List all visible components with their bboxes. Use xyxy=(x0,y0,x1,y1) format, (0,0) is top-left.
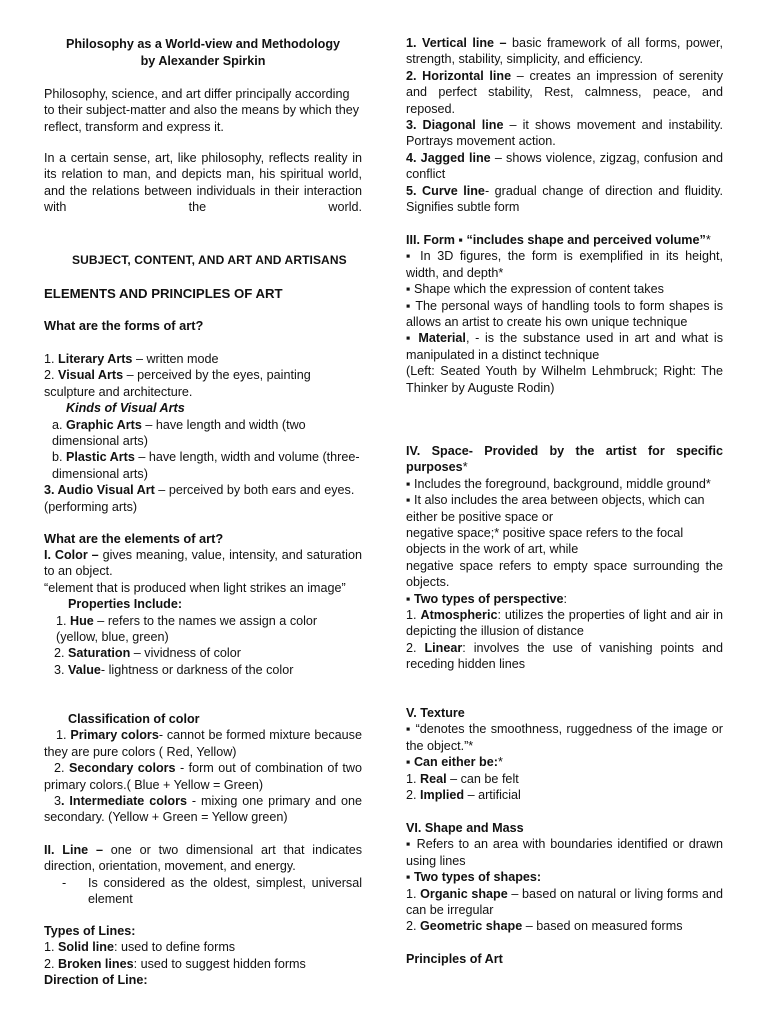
perspective-heading: ▪ Two types of perspective: xyxy=(406,591,567,606)
line-types xyxy=(44,923,362,989)
line-section xyxy=(44,842,362,908)
form-item-literary: 1. Literary Arts – written mode xyxy=(44,352,219,366)
intro-paragraph-1: Philosophy, science, and art differ principally according to their subject-matter and also the means by which they reflect, transform and express it. xyxy=(44,87,360,134)
shape-organic: 1. Organic shape – based on natural or living forms and can be irregular xyxy=(406,886,723,918)
texture-real: 1. Real – can be felt xyxy=(406,771,519,786)
form-item-audio-visual: 3. Audio Visual Art – perceived by both ears and eyes. (performing arts) xyxy=(44,483,355,514)
texture-heading: V. Texture xyxy=(406,706,465,720)
elements-heading: ELEMENTS AND PRINCIPLES OF ART xyxy=(44,286,283,301)
space-bullet-grounds: ▪ Includes the foreground, background, middle ground* xyxy=(406,476,711,491)
form-bullet-3d: ▪ In 3D figures, the form is exemplified in its height, width, and depth* xyxy=(406,249,723,280)
direction-jagged: 4. Jagged line – shows violence, zigzag, confusion and conflict xyxy=(406,150,723,182)
texture-section xyxy=(406,705,723,803)
title-line-1: Philosophy as a World-view and Methodology xyxy=(65,37,341,51)
form-caption: (Left: Seated Youth by Wilhelm Lehmbruck; Right: The Thinker by Auguste Rodin) xyxy=(406,364,723,395)
classification-heading: Classification of color xyxy=(68,712,200,726)
elements-question: What are the elements of art? xyxy=(44,531,224,546)
direction-diagonal: 3. Diagonal line – it shows movement and instability. Portrays movement action. xyxy=(406,118,724,149)
space-positive: negative space;* positive space refers to the focal objects in the work of art, while xyxy=(406,526,684,557)
color-definition: I. Color – gives meaning, value, intensity, and saturation to an object. xyxy=(44,548,362,579)
property-value: 3. Value- lightness or darkness of the color xyxy=(54,662,294,677)
title-author: by Alexander Spirkin xyxy=(140,54,266,68)
kind-graphic: a. Graphic Arts – have length and width (two dimensional arts) xyxy=(52,417,306,449)
direction-horizontal: 2. Horizontal line – creates an impression of serenity and perfect stability, Rest, calmness, peace, and reposed. xyxy=(406,68,723,116)
form-item-visual: 2. Visual Arts – perceived by the eyes, painting sculpture and architecture. xyxy=(44,368,311,399)
property-hue: 1. Hue – refers to the names we assign a color (yellow, blue, green) xyxy=(56,613,318,645)
color-quote: “element that is produced when light strikes an image” xyxy=(44,580,346,595)
forms-list xyxy=(44,351,362,515)
class-secondary: 2. Secondary colors - form out of combination of two primary colors.( Blue + Yellow = Green) xyxy=(44,761,362,792)
forms-question: What are the forms of art? xyxy=(44,318,204,333)
intro-paragraph-2: In a certain sense, art, like philosophy, reflects reality in its relation to man, and depicts man, his spiritual world, and the relations between individuals in their interaction with the world. xyxy=(44,151,362,215)
space-section xyxy=(406,443,723,673)
direction-curve: 5. Curve line- gradual change of direction and fluidity. Signifies subtle form xyxy=(406,183,723,215)
form-heading: III. Form ▪ “includes shape and perceived volume”* xyxy=(406,233,711,247)
direction-heading: Direction of Line: xyxy=(44,973,148,988)
line-directions xyxy=(406,35,723,215)
space-heading: IV. Space- Provided by the artist for specific purposes* xyxy=(406,444,723,475)
type-broken: 2. Broken lines: used to suggest hidden forms xyxy=(44,956,306,971)
perspective-linear: 2. Linear: involves the use of vanishing points and receding hidden lines xyxy=(406,640,723,672)
dash-bullet-icon: - xyxy=(62,875,67,890)
properties-heading: Properties Include: xyxy=(68,597,183,612)
direction-vertical: 1. Vertical line – basic framework of all forms, power, strength, stability, simplicity, and efficiency. xyxy=(406,36,723,67)
class-primary: 1. Primary colors- cannot be formed mixture because they are pure colors ( Red, Yellow) xyxy=(44,728,362,759)
color-section xyxy=(44,547,362,678)
form-bullet-shape: ▪ Shape which the expression of content takes xyxy=(406,282,664,297)
property-saturation: 2. Saturation – vividness of color xyxy=(54,646,241,661)
principles-heading: Principles of Art xyxy=(406,952,503,966)
space-bullet-between: ▪ It also includes the area between objects, which can either be positive space or xyxy=(406,493,705,524)
shape-geometric: 2. Geometric shape – based on measured forms xyxy=(406,919,683,934)
types-heading: Types of Lines: xyxy=(44,924,136,938)
texture-either-heading: ▪ Can either be:* xyxy=(406,755,503,770)
form-bullet-technique: ▪ The personal ways of handling tools to form shapes is allows an artist to create his own unique technique xyxy=(406,298,723,330)
document-title xyxy=(44,36,362,70)
shape-bullet: ▪ Refers to an area with boundaries identified or drawn using lines xyxy=(406,837,723,868)
line-bullet: - Is considered as the oldest, simplest, universal element xyxy=(62,875,362,907)
texture-bullet: ▪ “denotes the smoothness, ruggedness of the image or the object.”* xyxy=(406,722,723,753)
form-bullet-material: ▪ Material, - is the substance used in art and what is manipulated in a distinct technique xyxy=(406,331,723,362)
shape-heading: VI. Shape and Mass xyxy=(406,821,524,835)
type-solid: 1. Solid line: used to define forms xyxy=(44,940,236,955)
shape-section xyxy=(406,820,723,935)
color-classification xyxy=(44,711,362,826)
kinds-heading: Kinds of Visual Arts xyxy=(66,401,185,416)
shape-types-heading: ▪ Two types of shapes: xyxy=(406,870,542,885)
subject-heading: SUBJECT, CONTENT, AND ART AND ARTISANS xyxy=(72,253,347,267)
texture-implied: 2. Implied – artificial xyxy=(406,788,521,803)
kind-plastic: b. Plastic Arts – have length, width and volume (three- dimensional arts) xyxy=(52,450,360,481)
form-section xyxy=(406,232,723,396)
space-negative: negative space refers to empty space surrounding the objects. xyxy=(406,558,723,590)
line-definition: II. Line – one or two dimensional art that indicates direction, orientation, movement, and energy. xyxy=(44,843,363,874)
perspective-atmospheric: 1. Atmospheric: utilizes the properties of light and air in depicting the illusion of distance xyxy=(406,608,723,639)
class-intermediate: 3. Intermediate colors - mixing one primary and one secondary. (Yellow + Green = Yellow green) xyxy=(44,794,362,825)
